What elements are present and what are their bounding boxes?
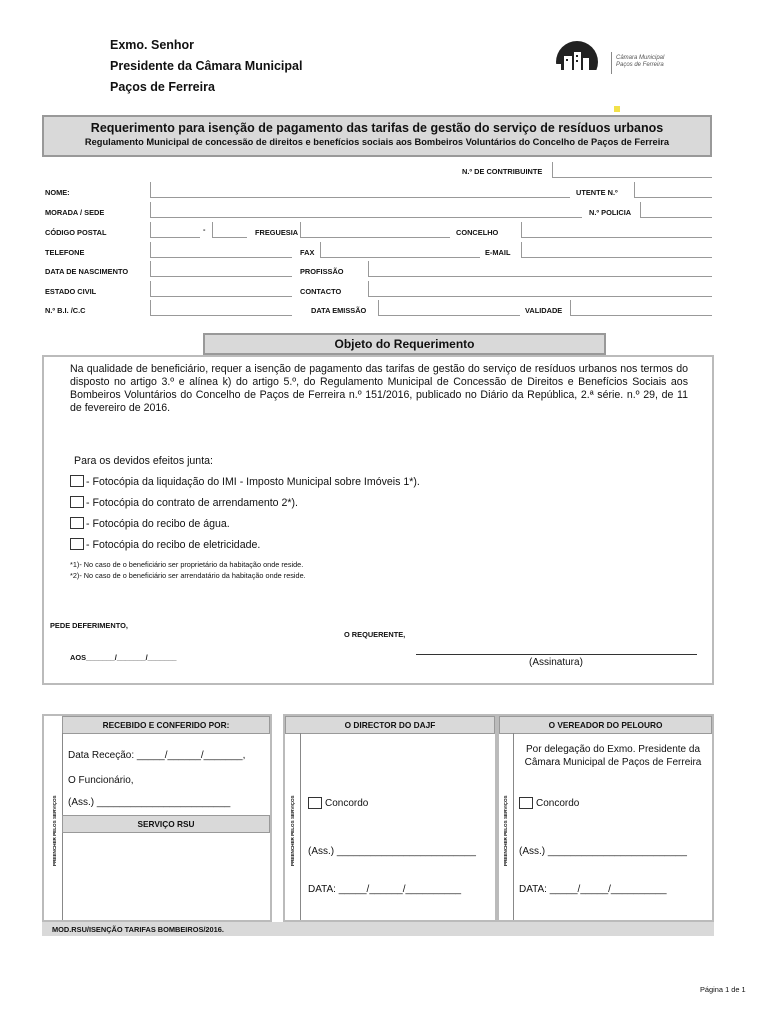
checkbox-concordo-director[interactable] [308,797,322,809]
telefone-label: TELEFONE [45,248,85,257]
pede-deferimento: PEDE DEFERIMENTO, [50,621,128,630]
profissao-field[interactable] [368,261,712,277]
option-imi: - Fotocópia da liquidação do IMI - Imposto Municipal sobre Imóveis 1*). [86,476,420,488]
estado-civil-field[interactable] [150,281,292,297]
codigo-postal-label: CÓDIGO POSTAL [45,228,107,237]
contacto-field[interactable] [368,281,712,297]
panel-vereador-divider [513,733,514,920]
panel-director-divider [300,733,301,920]
freguesia-label: FREGUESIA [255,228,299,237]
validade-label: VALIDADE [525,306,563,315]
estado-civil-label: ESTADO CIVIL [45,287,97,296]
form-subtitle: Regulamento Municipal de concessão de direitos e benefícios sociais aos Bombeiros Voluntários do Concelho de Paços de Ferreira [84,137,670,147]
data-emissao-field[interactable] [378,300,520,316]
policia-label: N.º POLICIA [589,208,632,217]
servico-rsu-header: SERVIÇO RSU [62,815,270,833]
nascimento-label: DATA DE NASCIMENTO [45,267,129,276]
fax-field[interactable] [320,242,480,258]
director-date[interactable]: DATA: _____/______/__________ [308,884,462,895]
requerente-label: O REQUERENTE, [344,630,406,639]
contacto-label: CONTACTO [300,287,342,296]
vereador-signature[interactable]: (Ass.) _________________________ [519,846,687,857]
vertical-label-3: PREENCHER PELOS SERVIÇOS [503,795,508,866]
codigo-postal-field-2[interactable] [212,222,247,238]
utente-label: UTENTE N.º [576,188,618,197]
vereador-date[interactable]: DATA: _____/_____/__________ [519,884,667,895]
vertical-label-1: PREENCHER PELOS SERVIÇOS [52,795,57,866]
page-number: Página 1 de 1 [700,985,746,994]
fax-label: FAX [300,248,315,257]
checkbox-imi[interactable] [70,475,84,487]
director-signature[interactable]: (Ass.) _________________________ [308,846,476,857]
building-logo-icon [552,40,602,90]
funcionario-label: O Funcionário, [68,775,134,786]
option-eletricidade: - Fotocópia do recibo de eletricidade. [86,539,261,551]
form-title: Requerimento para isenção de pagamento das tarifas de gestão do serviço de resíduos urbanos [90,121,664,135]
checkbox-eletricidade[interactable] [70,538,84,550]
data-recepcao-field[interactable]: Data Receção: _____/______/_______, [68,750,246,761]
logo-text-1: Câmara Municipal [616,55,665,61]
codigo-postal-field-1[interactable] [150,222,200,238]
nascimento-field[interactable] [150,261,292,277]
signature-line[interactable] [416,654,697,655]
vertical-label-2: PREENCHER PELOS SERVIÇOS [290,795,295,866]
telefone-field[interactable] [150,242,292,258]
checkbox-arrendamento[interactable] [70,496,84,508]
concelho-field[interactable] [521,222,712,238]
utente-field[interactable] [634,182,712,198]
assinatura-label: (Assinatura) [529,657,583,668]
email-label: E-MAIL [485,248,511,257]
concordo-director-label: Concordo [325,798,369,809]
validade-field[interactable] [570,300,712,316]
freguesia-field[interactable] [300,222,450,238]
profissao-label: PROFISSÃO [300,267,344,276]
objeto-title: Objeto do Requerimento [203,333,606,355]
data-emissao-label: DATA EMISSÃO [311,306,367,315]
checkbox-concordo-vereador[interactable] [519,797,533,809]
codigo-postal-dash: - [203,225,206,234]
addressee-line-2: Presidente da Câmara Municipal [110,59,303,73]
nome-label: NOME: [45,188,70,197]
bi-label: N.º B.I. /C.C [45,306,86,315]
email-field[interactable] [521,242,712,258]
nif-field[interactable] [552,162,712,178]
panel-director-header: O DIRECTOR DO DAJF [285,716,495,734]
addressee-line-1: Exmo. Senhor [110,38,195,52]
title-box [42,115,712,157]
checkbox-agua[interactable] [70,517,84,529]
logo-divider [611,52,612,74]
footer-mod: MOD.RSU/ISENÇÃO TARIFAS BOMBEIROS/2016. [52,925,224,934]
morada-field[interactable] [150,202,582,218]
junta-text: Para os devidos efeitos junta: [74,455,213,467]
aos-date-field[interactable]: AOS_______/_______/_______ [70,653,177,662]
panel-vereador-header: O VEREADOR DO PELOURO [499,716,712,734]
bi-field[interactable] [150,300,292,316]
concordo-vereador-label: Concordo [536,798,580,809]
nome-field[interactable] [150,182,570,198]
logo-text-2: Paços de Ferreira [616,62,664,68]
morada-label: MORADA / SEDE [45,208,105,217]
policia-field[interactable] [640,202,712,218]
option-arrendamento: - Fotocópia do contrato de arrendamento 2*). [86,497,298,509]
objeto-paragraph: Na qualidade de beneficiário, requer a isenção de pagamento das tarifas de gestão do serviço de resíduos urbanos nos termos do disposto no artigo 3.º e alínea k) do artigo 5.º, do Regulamento Municipal de Concessão de Direitos e Benefícios Sociais aos Bombeiros Voluntários do Concelho de Paços de Ferreira n.º 151/2016, publicado no Diário da República, 2.ª série. n.º 29, de 11 de fevereiro de 2016. [70,363,688,414]
footnote-1: *1)- No caso de o beneficiário ser proprietário da habitação onde reside. [70,560,304,569]
concelho-label: CONCELHO [456,228,499,237]
panel-recebido-header: RECEBIDO E CONFERIDO POR: [62,716,270,734]
funcionario-signature[interactable]: (Ass.) ________________________ [68,797,231,808]
footnote-2: *2)- No caso de o beneficiário ser arrendatário da habitação onde reside. [70,571,306,580]
addressee-line-3: Paços de Ferreira [110,80,215,94]
logo-accent [614,106,620,112]
nif-label: N.º DE CONTRIBUINTE [462,167,543,176]
option-agua: - Fotocópia do recibo de água. [86,518,230,530]
delegacao-text: Por delegação do Exmo. Presidente da Câmara Municipal de Paços de Ferreira [524,744,702,768]
